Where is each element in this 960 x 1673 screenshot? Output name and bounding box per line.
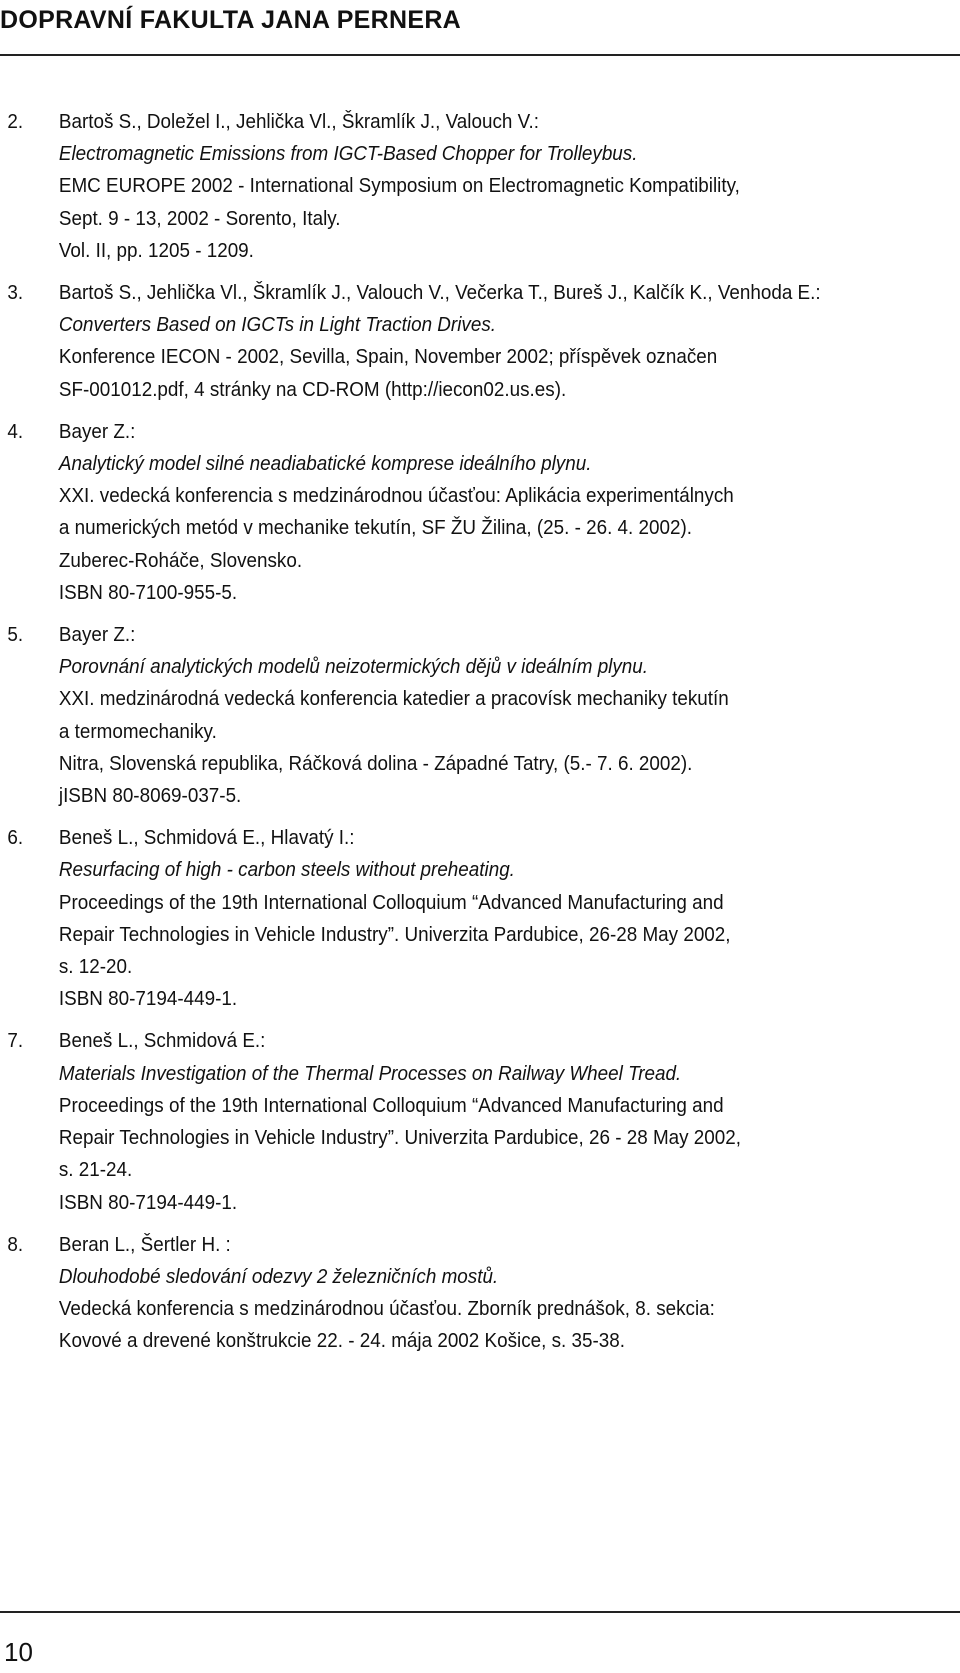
reference-list (0, 106, 865, 1368)
reference-detail: ISBN 80-7100-955-5. (58, 580, 238, 604)
reference-item (0, 1025, 865, 1218)
reference-detail: XXI. vedecká konferencia s medzinárodnou účasťou: Aplikácia experimentálnych (58, 484, 734, 508)
footer-divider (0, 1611, 960, 1613)
page-header-title: DOPRAVNÍ FAKULTA JANA PERNERA (0, 6, 462, 34)
reference-detail: Repair Technologies in Vehicle Industry”. Univerzita Pardubice, 26 - 28 May 2002, (58, 1126, 742, 1150)
reference-detail: Proceedings of the 19th International Colloquium “Advanced Manufacturing and (58, 890, 724, 914)
reference-detail: s. 21-24. (58, 1158, 133, 1182)
reference-detail: Konference IECON - 2002, Sevilla, Spain, November 2002; příspěvek označen (58, 345, 718, 369)
reference-detail: Vol. II, pp. 1205 - 1209. (58, 238, 254, 262)
reference-title: Converters Based on IGCTs in Light Traction Drives. (58, 313, 496, 337)
reference-detail: ISBN 80-7194-449-1. (58, 1190, 238, 1214)
reference-detail: a termomechaniky. (58, 719, 217, 743)
reference-number: 8. (7, 1232, 24, 1256)
header-divider (0, 54, 960, 56)
reference-number: 6. (7, 826, 24, 850)
reference-body (59, 822, 865, 1015)
reference-detail: Sept. 9 - 13, 2002 - Sorento, Italy. (58, 206, 341, 230)
reference-title: Porovnání analytických modelů neizotermických dějů v ideálním plynu. (58, 655, 649, 679)
reference-detail: Vedecká konferencia s medzinárodnou účasťou. Zborník prednášok, 8. sekcia: (58, 1297, 715, 1321)
reference-title: Electromagnetic Emissions from IGCT-Based Chopper for Trolleybus. (58, 142, 638, 166)
reference-item (0, 416, 865, 609)
reference-title: Materials Investigation of the Thermal Processes on Railway Wheel Tread. (58, 1061, 682, 1085)
reference-detail: EMC EUROPE 2002 - International Symposium on Electromagnetic Kompatibility, (58, 174, 740, 198)
reference-body (59, 1025, 865, 1218)
reference-body (59, 416, 865, 609)
reference-detail: a numerických metód v mechanike tekutín, SF ŽU Žilina, (25. - 26. 4. 2002). (58, 516, 693, 540)
reference-detail: Proceedings of the 19th International Colloquium “Advanced Manufacturing and (58, 1093, 724, 1117)
reference-number: 3. (7, 281, 24, 305)
reference-item (0, 619, 865, 812)
reference-detail: SF-001012.pdf, 4 stránky na CD-ROM (http://iecon02.us.es). (58, 377, 567, 401)
reference-body (59, 1229, 865, 1358)
reference-detail: jISBN 80-8069-037-5. (58, 784, 242, 808)
reference-body (59, 277, 865, 406)
reference-detail: Repair Technologies in Vehicle Industry”. Univerzita Pardubice, 26-28 May 2002, (58, 922, 731, 946)
reference-authors: Bayer Z.: (58, 419, 136, 443)
reference-item (0, 1229, 865, 1358)
reference-title: Resurfacing of high - carbon steels without preheating. (58, 858, 515, 882)
reference-detail: Kovové a drevené konštrukcie 22. - 24. mája 2002 Košice, s. 35-38. (58, 1329, 626, 1353)
reference-authors: Bartoš S., Jehlička Vl., Škramlík J., Valouch V., Večerka T., Bureš J., Kalčík K., Venhoda E.: (58, 281, 821, 305)
reference-authors: Beneš L., Schmidová E.: (58, 1029, 266, 1053)
reference-detail: s. 12-20. (58, 955, 133, 979)
reference-item (0, 106, 865, 267)
reference-number: 4. (7, 419, 24, 443)
reference-body (59, 619, 865, 812)
page-number: 10 (4, 1637, 33, 1667)
reference-body (59, 106, 865, 267)
reference-authors: Bayer Z.: (58, 623, 136, 647)
reference-authors: Bartoš S., Doležel I., Jehlička Vl., Škramlík J., Valouch V.: (58, 110, 539, 133)
reference-item (0, 822, 865, 1015)
reference-authors: Beneš L., Schmidová E., Hlavatý I.: (58, 826, 355, 850)
reference-number: 5. (7, 623, 24, 647)
reference-title: Analytický model silné neadiabatické komprese ideálního plynu. (58, 452, 592, 476)
reference-detail: Nitra, Slovenská republika, Ráčková dolina - Západné Tatry, (5.- 7. 6. 2002). (58, 751, 693, 775)
reference-authors: Beran L., Šertler H. : (58, 1232, 231, 1256)
reference-number: 7. (7, 1029, 24, 1053)
reference-detail: ISBN 80-7194-449-1. (58, 987, 238, 1011)
reference-title: Dlouhodobé sledování odezvy 2 železničních mostů. (58, 1264, 499, 1288)
reference-detail: Zuberec-Roháče, Slovensko. (58, 548, 303, 572)
reference-item (0, 277, 865, 406)
reference-detail: XXI. medzinárodná vedecká konferencia katedier a pracovísk mechaniky tekutín (58, 687, 729, 711)
reference-number: 2. (7, 110, 24, 133)
